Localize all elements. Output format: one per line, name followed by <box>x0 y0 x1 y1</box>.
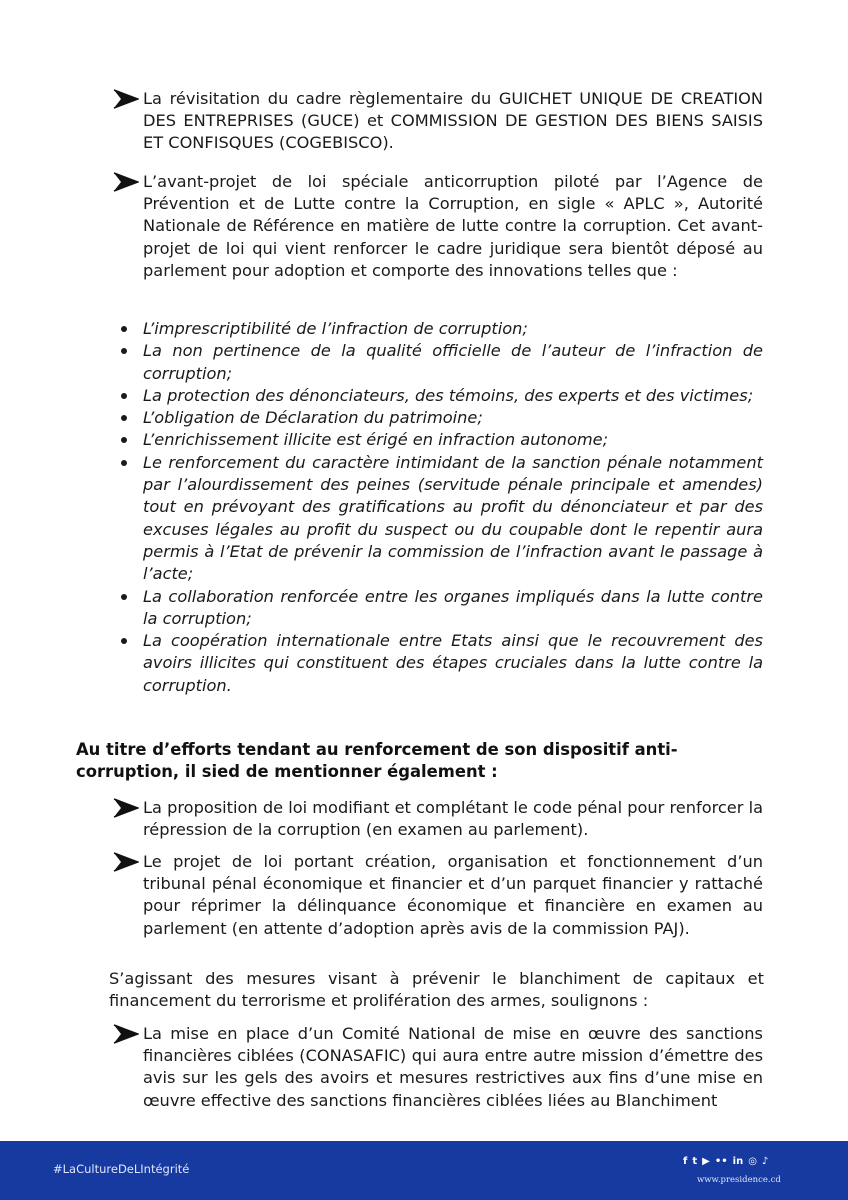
intro-paragraph: S’agissant des mesures visant à prévenir le blanchiment de capitaux et financement du terrorisme et prolifération des armes, soulignons : <box>109 969 764 1011</box>
twitter-icon[interactable]: t <box>692 1156 698 1167</box>
paragraph-text: La révisitation du cadre règlementaire du GUICHET UNIQUE DE CREATION DES ENTREPRISES (GUCE) et COMMISSION DE GESTION DES BIENS SAISIS ET CONFISQUES (COGEBISCO). <box>143 89 763 153</box>
list-item: La collaboration renforcée entre les organes impliqués dans la lutte contre la corruption; <box>113 586 763 631</box>
arrow-paragraph-code-penal <box>113 797 763 841</box>
list-item: La protection des dénonciateurs, des témoins, des experts et des victimes; <box>113 385 763 407</box>
bullet-dot-icon <box>121 326 127 332</box>
instagram-icon[interactable]: ◎ <box>748 1156 757 1167</box>
list-item: La coopération internationale entre Etats ainsi que le recouvrement des avoirs illicites qui constituent des étapes cruciales dans la lutte contre la corruption. <box>113 630 763 697</box>
arrow-bullet-icon <box>113 798 139 818</box>
bullet-dot-icon <box>121 437 127 443</box>
paragraph-text: Le projet de loi portant création, organisation et fonctionnement d’un tribunal pénal économique et financier et d’un parquet financier y rattaché pour réprimer la délinquance économique et financière en examen au parlement (en attente d’adoption après avis de la commission PAJ). <box>143 852 763 938</box>
list-item: L’obligation de Déclaration du patrimoine; <box>113 407 763 429</box>
arrow-bullet-icon <box>113 172 139 192</box>
innovations-list <box>113 318 763 697</box>
bullet-dot-icon <box>121 415 127 421</box>
arrow-bullet-icon <box>113 89 139 109</box>
linkedin-icon[interactable]: in <box>732 1156 744 1167</box>
list-item: L’imprescriptibilité de l’infraction de corruption; <box>113 318 763 340</box>
arrow-paragraph-avant-projet <box>113 171 763 282</box>
social-icons <box>683 1156 768 1167</box>
flickr-icon[interactable]: •• <box>714 1156 728 1167</box>
hashtag-text: #LaCultureDeLIntégrité <box>53 1162 190 1176</box>
bullet-dot-icon <box>121 638 127 644</box>
arrow-paragraph-tribunal <box>113 851 763 940</box>
bullet-dot-icon <box>121 393 127 399</box>
arrow-bullet-icon <box>113 852 139 872</box>
list-item: Le renforcement du caractère intimidant de la sanction pénale notamment par l’alourdissement des peines (servitude pénale principale et amendes) tout en prévoyant des gratifications au profit du dénonciateur et par des excuses légales au profit du suspect ou du coupable dont le repentir aura permis à l’Etat de prévenir la commission de l’infraction avant le passage à l’acte; <box>113 452 763 586</box>
bullet-dot-icon <box>121 348 127 354</box>
paragraph-text: L’avant-projet de loi spéciale anticorruption piloté par l’Agence de Prévention et de Lutte contre la Corruption, en sigle « APLC », Autorité Nationale de Référence en matière de lutte contre la corruption. Cet avant-projet de loi qui vient renforcer le cadre juridique sera bientôt déposé au parlement pour adoption et comporte des innovations telles que : <box>143 172 763 280</box>
arrow-bullet-icon <box>113 1024 139 1044</box>
section-heading: Au titre d’efforts tendant au renforcement de son dispositif anti-corruption, il sied de mentionner également : <box>76 740 678 781</box>
paragraph-text: La mise en place d’un Comité National de mise en œuvre des sanctions financières ciblées (CONASAFIC) qui aura entre autre mission d’émettre des avis sur les gels des avoirs et mesures restrictives aux fins d’une mise en œuvre effective des sanctions financières ciblées liées au Blanchiment <box>143 1024 763 1110</box>
arrow-paragraph-conasafic <box>113 1023 763 1112</box>
facebook-icon[interactable]: f <box>683 1156 688 1167</box>
paragraph-text: La proposition de loi modifiant et complétant le code pénal pour renforcer la répression de la corruption (en examen au parlement). <box>143 798 763 840</box>
list-item: L’enrichissement illicite est érigé en infraction autonome; <box>113 429 763 451</box>
website-link[interactable]: www.presidence.cd <box>697 1175 781 1185</box>
bullet-dot-icon <box>121 460 127 466</box>
footer-bar <box>0 1141 848 1200</box>
arrow-paragraph-guce <box>113 88 763 155</box>
list-item: La non pertinence de la qualité officielle de l’auteur de l’infraction de corruption; <box>113 340 763 385</box>
tiktok-icon[interactable]: ♪ <box>761 1156 769 1167</box>
bullet-dot-icon <box>121 594 127 600</box>
youtube-icon[interactable]: ▶ <box>702 1156 710 1167</box>
